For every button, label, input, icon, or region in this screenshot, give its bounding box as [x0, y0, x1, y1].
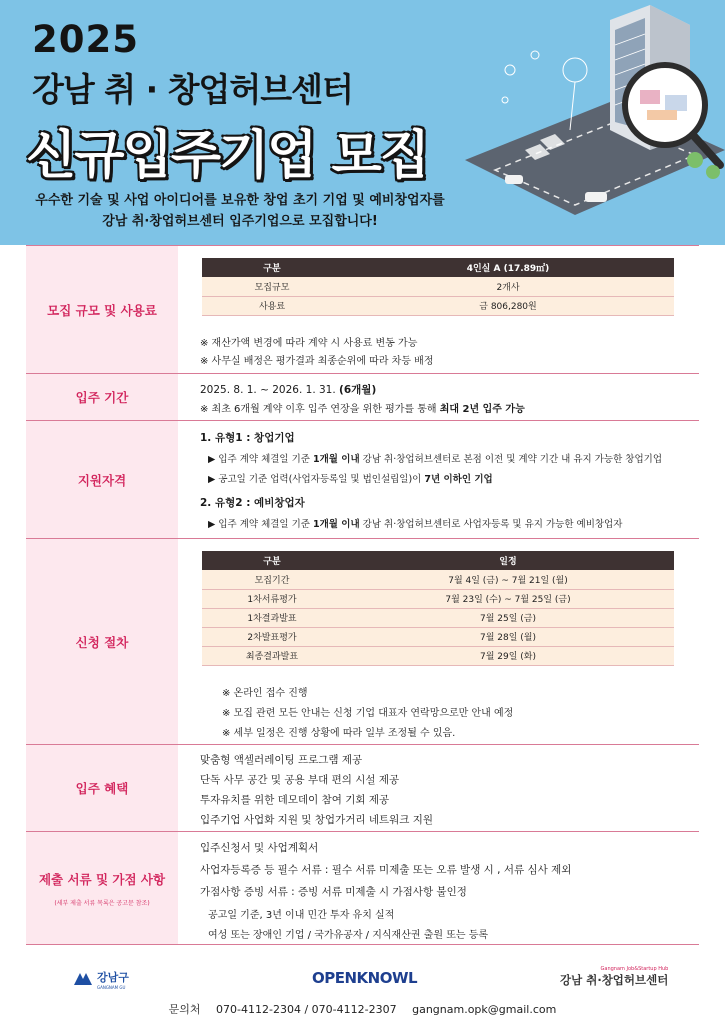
table-cell: 2개사 [342, 277, 674, 296]
table-row [202, 608, 674, 627]
section-label-period: 입주 기간 [26, 374, 178, 420]
gangnam-gu-logo-sub: GANGNAM GU [97, 985, 126, 990]
contact-line [0, 1001, 725, 1017]
documents-label-text: 제출 서류 및 가점 사항 [38, 871, 166, 887]
table-row [202, 646, 674, 665]
hub-logo-text: 강남 취·창업허브센터 [560, 973, 669, 987]
table-header: 일정 [342, 551, 674, 570]
text-span: 강남 취·창업허브센터로 본점 이전 및 계약 기간 내 유지 가능한 창업기업 [359, 454, 663, 465]
benefit-item: 투자유치를 위한 데모데이 참여 기회 제공 [200, 794, 390, 806]
section-benefits [26, 744, 699, 831]
footer [0, 955, 725, 1024]
bonus-item: 공고일 기준, 3년 이내 민간 투자 유치 실적 [208, 910, 395, 921]
section-documents [26, 831, 699, 945]
table-cell: 1차서류평가 [202, 589, 342, 608]
gangnam-gu-logo-text: 강남구 [97, 971, 129, 984]
benefit-item: 단독 사무 공간 및 공용 부대 편의 시설 제공 [200, 774, 400, 786]
table-cell: 7월 29일 (화) [342, 646, 674, 665]
section-label-documents [26, 832, 178, 944]
documents-sublabel: (세부 제출 서류 목록은 공고문 참조) [54, 899, 150, 907]
hub-logo [560, 966, 668, 988]
scale-note-1: ※ 재산가액 변경에 따라 계약 시 사용료 변동 가능 [200, 338, 418, 349]
openknowl-logo: OPENKNOWL [312, 969, 418, 987]
procedure-note-2: ※ 모집 관련 모든 안내는 신청 기업 대표자 연락망으로만 안내 예정 [222, 708, 514, 719]
scale-note-2: ※ 사무실 배정은 평가결과 최종순위에 따라 차등 배정 [200, 356, 434, 367]
type1-requirement-a [208, 451, 662, 465]
table-header: 구분 [202, 258, 342, 277]
table-cell: 모집규모 [202, 277, 342, 296]
hub-logo-sub: Gangnam Job&Startup Hub [600, 966, 669, 972]
year-title: 2025 [32, 18, 139, 61]
table-cell: 모집기간 [202, 570, 342, 589]
table-cell: 사용료 [202, 296, 342, 315]
period-note-bold: 최대 2년 입주 가능 [439, 404, 525, 415]
table-row [202, 589, 674, 608]
table-cell: 최종결과발표 [202, 646, 342, 665]
intro-text [10, 190, 470, 232]
period-dates: 2025. 8. 1. ~ 2026. 1. 31. [200, 384, 336, 396]
table-cell: 2차발표평가 [202, 627, 342, 646]
text-span-bold: 1개월 이내 [313, 454, 360, 465]
gangnam-gu-icon [72, 971, 94, 989]
document-item: 사업자등록증 등 필수 서류 : 필수 서류 미제출 또는 오류 발생 시 , 서류 심사 제외 [200, 864, 572, 876]
type2-requirement-a [208, 516, 622, 530]
section-label-benefits: 입주 혜택 [26, 745, 178, 831]
info-table [26, 245, 699, 945]
section-period [26, 373, 699, 420]
table-cell: 1차결과발표 [202, 608, 342, 627]
table-cell: 7월 23일 (수) ~ 7월 25일 (금) [342, 589, 674, 608]
section-procedure [26, 538, 699, 744]
contact-phones: 070-4112-2304 / 070-4112-2307 [216, 1003, 397, 1016]
contact-label: 문의처 [168, 1003, 201, 1016]
text-span: 강남 취·창업허브센터로 사업자등록 및 유지 가능한 예비창업자 [359, 519, 623, 530]
gangnam-gu-logo [72, 969, 129, 990]
document-item: 가점사항 증빙 서류 : 증빙 서류 미제출 시 가점사항 불인정 [200, 886, 467, 898]
table-header: 4인실 A (17.89㎡) [342, 258, 674, 277]
document-item: 입주신청서 및 사업계획서 [200, 842, 319, 854]
type1-title: 1. 유형1 : 창업기업 [200, 432, 295, 444]
table-header: 구분 [202, 551, 342, 570]
table-cell: 금 806,280원 [342, 296, 674, 315]
table-cell: 7월 25일 (금) [342, 608, 674, 627]
building-illustration [465, 0, 725, 245]
intro-line-1: 우수한 기술 및 사업 아이디어를 보유한 창업 초기 기업 및 예비창업자를 [35, 193, 445, 208]
intro-line-2: 강남 취·창업허브센터 입주기업으로 모집합니다! [102, 214, 378, 229]
table-cell: 7월 4일 (금) ~ 7월 21일 (월) [342, 570, 674, 589]
period-months: (6개월) [339, 384, 377, 396]
scale-table [202, 258, 674, 316]
text-span: ▶ 입주 계약 체결일 기준 [208, 519, 313, 530]
poster-header [0, 0, 725, 245]
table-cell: 7월 28일 (월) [342, 627, 674, 646]
text-span: ▶ 공고일 기준 업력(사업자등록일 및 법인설립일)이 [208, 474, 425, 485]
table-row [202, 296, 674, 315]
procedure-note-3: ※ 세부 일정은 진행 상황에 따라 일부 조정될 수 있음. [222, 728, 456, 739]
type2-title: 2. 유형2 : 예비창업자 [200, 497, 305, 509]
section-scale [26, 245, 699, 373]
recruitment-headline: 신규입주기업 모집 [26, 126, 428, 186]
section-eligibility [26, 420, 699, 538]
schedule-table [202, 551, 674, 666]
section-label-eligibility: 지원자격 [26, 421, 178, 538]
center-name-title: 강남 취 · 창업허브센터 [32, 70, 353, 109]
procedure-note-1: ※ 온라인 접수 진행 [222, 688, 308, 699]
type1-requirement-b [208, 471, 493, 485]
table-row [202, 277, 674, 296]
text-span: ▶ 입주 계약 체결일 기준 [208, 454, 313, 465]
contact-email[interactable]: gangnam.opk@gmail.com [412, 1003, 557, 1016]
section-label-procedure: 신청 절차 [26, 539, 178, 744]
text-span-bold: 1개월 이내 [313, 519, 360, 530]
table-row [202, 570, 674, 589]
period-note [200, 400, 525, 415]
table-row [202, 627, 674, 646]
section-label-scale: 모집 규모 및 사용료 [26, 246, 178, 373]
benefit-item: 입주기업 사업화 지원 및 창업가거리 네트워크 지원 [200, 814, 434, 826]
period-note-text: ※ 최초 6개월 계약 이후 입주 연장을 위한 평가를 통해 [200, 404, 440, 415]
text-span-bold: 7년 이하인 기업 [424, 474, 493, 485]
benefit-item: 맞춤형 액셀러레이팅 프로그램 제공 [200, 754, 363, 766]
period-dates-line [200, 382, 376, 397]
bonus-item: 여성 또는 장애인 기업 / 국가유공자 / 지식재산권 출원 또는 등록 [208, 930, 489, 941]
